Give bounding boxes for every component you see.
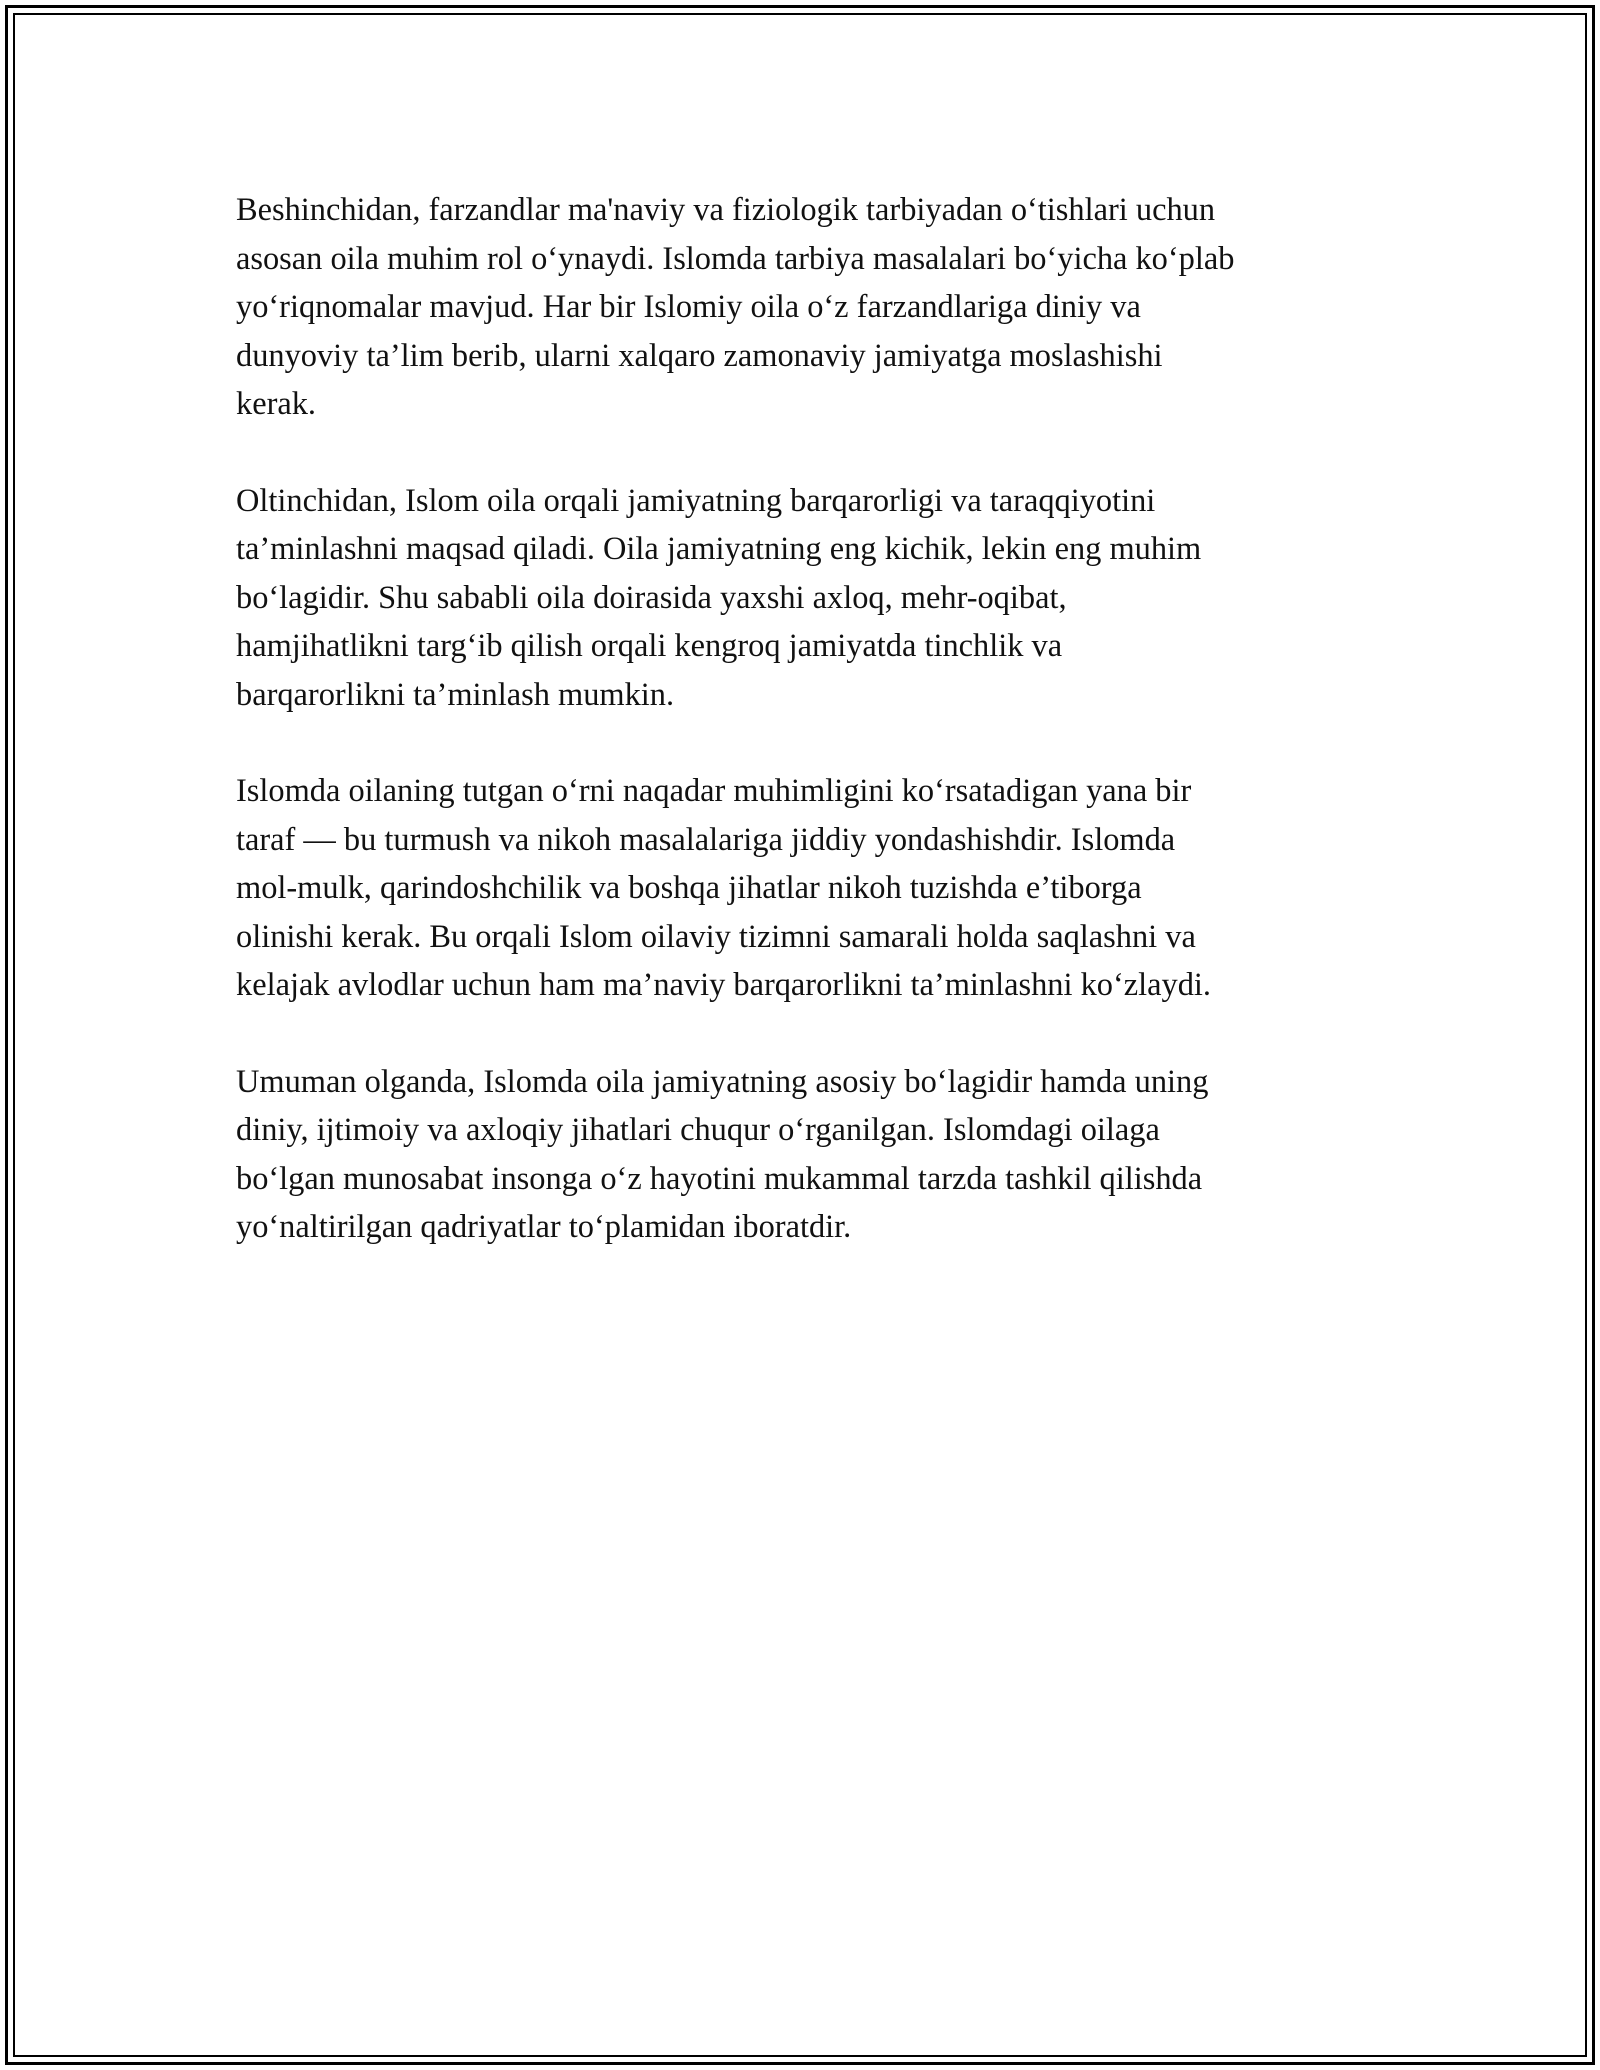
paragraph-1: Beshinchidan, farzandlar ma'naviy va fiziologik tarbiyadan o‘tishlari uchun asosan oila muhim rol o‘ynaydi. Islomda tarbiya masalalari bo‘yicha ko‘plab yo‘riqnomalar mavjud. Har bir Islomiy oila o‘z farzandlariga diniy va dunyoviy ta’lim berib, ularni xalqaro zamonaviy jamiyatga moslashishi kerak.	[236, 192, 1235, 422]
paragraph-2: Oltinchidan, Islom oila orqali jamiyatning barqarorligi va taraqqiyotini ta’minlashni maqsad qiladi. Oila jamiyatning eng kichik, lekin eng muhim bo‘lagidir. Shu sababli oila doirasida yaxshi axloq, mehr-oqibat, hamjihatlikni targ‘ib qilish orqali kengroq jamiyatda tinchlik va barqarorlikni ta’minlash mumkin.	[236, 482, 1202, 713]
paragraph-3: Islomda oilaning tutgan o‘rni naqadar muhimligini ko‘rsatadigan yana bir taraf — bu turmush va nikoh masalalariga jiddiy yondashishdir. Islomda mol-mulk, qarindoshchilik va boshqa jihatlar nikoh tuzishda e’tiborga olinishi kerak. Bu orqali Islom oilaviy tizimni samarali holda saqlashni va kelajak avlodlar uchun ham ma’naviy barqarorlikni ta’minlashni ko‘zlaydi.	[236, 773, 1211, 1003]
paragraph-4: Umuman olganda, Islomda oila jamiyatning asosiy bo‘lagidir hamda uning diniy, ijtimoiy va axloqiy jihatlari chuqur o‘rganilgan. Islomdagi oilaga bo‘lgan munosabat insonga o‘z hayotini mukammal tarzda tashkil qilishda yo‘naltirilgan qadriyatlar to‘plamidan iboratdir.	[236, 1063, 1209, 1245]
document-body	[236, 186, 1376, 1300]
